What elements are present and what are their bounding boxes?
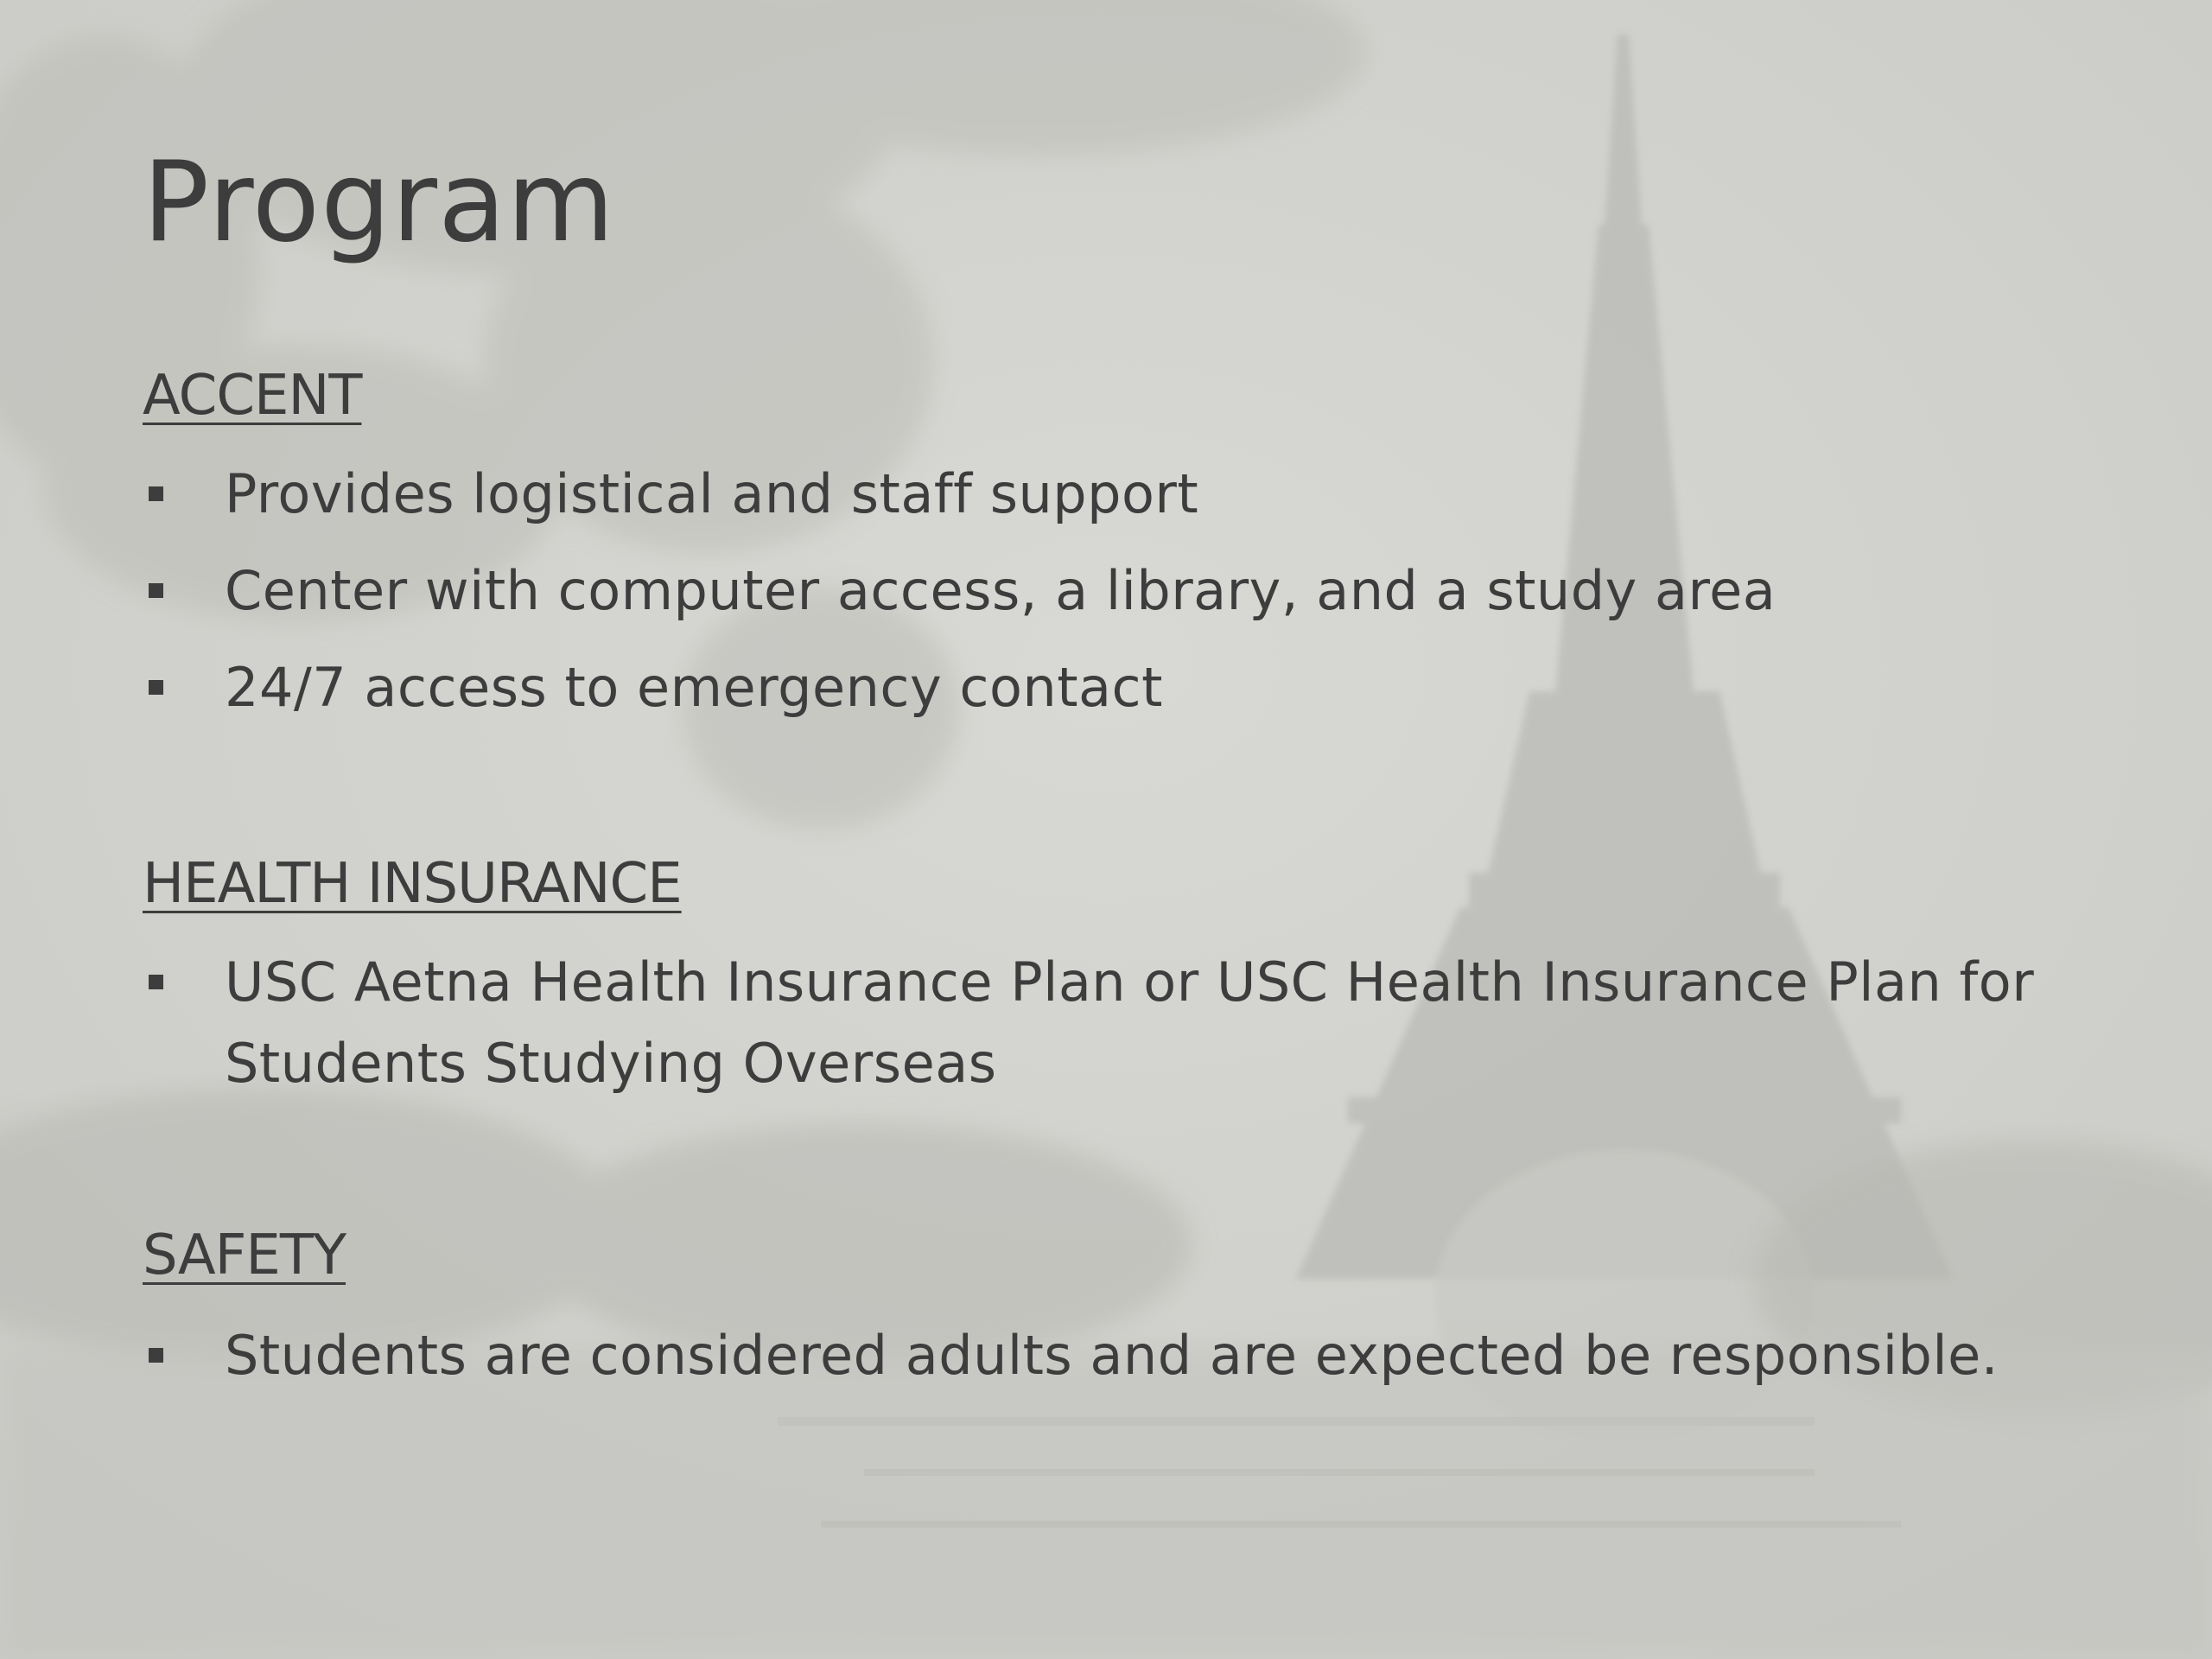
accent-bullet-list — [143, 454, 2078, 744]
safety-bullet-list — [143, 1315, 2078, 1412]
section-heading-accent: ACCENT — [143, 364, 362, 428]
list-item — [143, 1315, 2078, 1396]
square-bullet-icon — [149, 975, 163, 989]
list-item — [143, 550, 2078, 632]
square-bullet-icon — [149, 1348, 163, 1363]
list-item — [143, 647, 2078, 728]
list-item — [143, 942, 2078, 1104]
section-heading-health-insurance: HEALTH INSURANCE — [143, 852, 682, 916]
list-item — [143, 454, 2078, 535]
square-bullet-icon — [149, 583, 163, 598]
bullet-text: USC Aetna Health Insurance Plan or USC Health Insurance Plan for Students Studying Overseas — [225, 950, 2035, 1095]
bullet-text: Provides logistical and staff support — [225, 462, 1199, 525]
bullet-text: Students are considered adults and are expected be responsible. — [225, 1324, 1999, 1387]
health-insurance-bullet-list — [143, 942, 2078, 1120]
square-bullet-icon — [149, 680, 163, 695]
square-bullet-icon — [149, 486, 163, 501]
section-heading-safety: SAFETY — [143, 1224, 346, 1287]
bullet-text: Center with computer access, a library, and a study area — [225, 559, 1777, 622]
bullet-text: 24/7 access to emergency contact — [225, 656, 1163, 719]
slide-title: Program — [143, 138, 616, 267]
